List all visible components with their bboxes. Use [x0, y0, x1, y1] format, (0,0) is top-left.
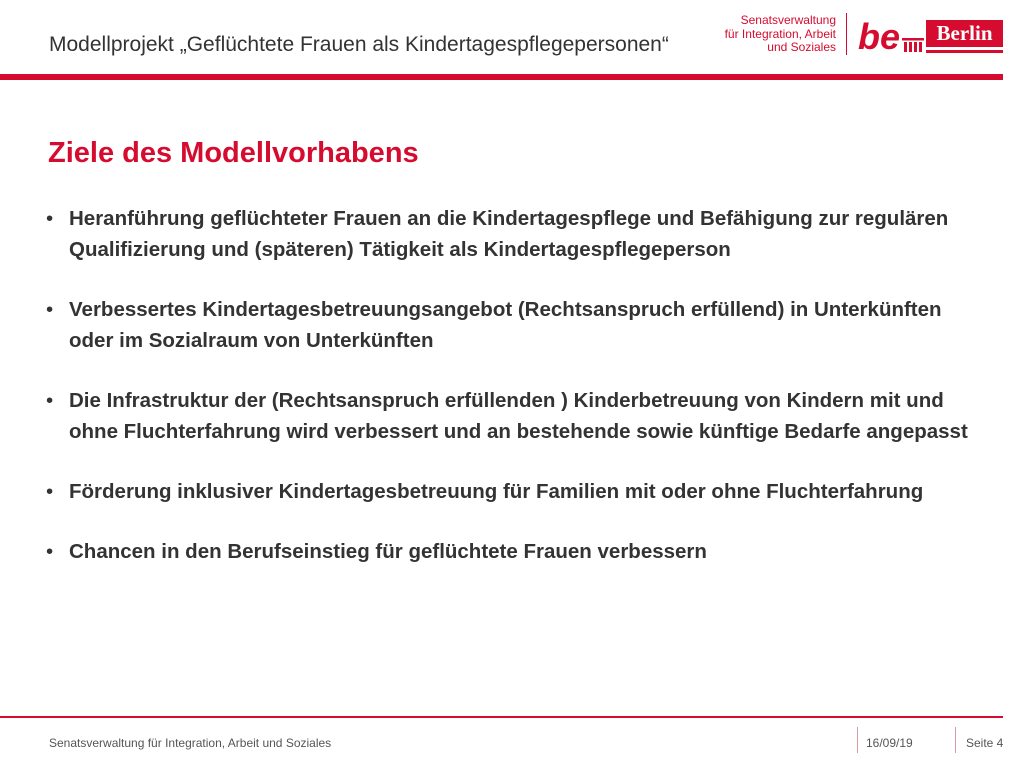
- senat-logo-line-1: Senatsverwaltung: [740, 13, 836, 27]
- bullet-dot-icon: •: [46, 540, 54, 563]
- bullet-item: [46, 385, 986, 447]
- bullet-item: [46, 536, 986, 567]
- bullet-dot-icon: •: [46, 207, 54, 230]
- header-divider: [0, 74, 1003, 80]
- footer-separator: [857, 727, 858, 753]
- footer-separator: [955, 727, 956, 753]
- senatsverwaltung-logo: [724, 14, 836, 55]
- logo-divider: [846, 13, 847, 55]
- footer-organization: Senatsverwaltung für Integration, Arbeit und Soziales: [49, 736, 332, 750]
- footer-divider: [0, 716, 1003, 718]
- bullet-dot-icon: •: [46, 298, 54, 321]
- bullet-text: Heranführung geflüchteter Frauen an die Kindertagespflege und Befähigung zur regulären Qualifizierung und (späteren) Tätigkeit als Kindertagespflegeperson: [69, 207, 949, 261]
- senat-logo-line-2: für Integration, Arbeit: [724, 26, 836, 41]
- footer-page-number: Seite 4: [966, 736, 1004, 750]
- svg-text:be: be: [858, 16, 901, 56]
- slide-heading: Ziele des Modellvorhabens: [48, 137, 419, 169]
- bullet-item: [46, 203, 986, 265]
- bullet-item: [46, 476, 986, 507]
- bullet-dot-icon: •: [46, 480, 54, 503]
- berlin-logo-box: Berlin: [926, 20, 1003, 47]
- bullet-text: Chancen in den Berufseinstieg für geflüchtete Frauen verbessern: [69, 540, 707, 563]
- bullet-text: Die Infrastruktur der (Rechtsanspruch erfüllenden ) Kinderbetreuung von Kindern mit und ohne Fluchterfahrung wird verbessert und an bestehende sowie künftige Bedarfe angepasst: [69, 389, 968, 443]
- bullet-dot-icon: •: [46, 389, 54, 412]
- footer-date: 16/09/19: [866, 736, 913, 750]
- bullet-text: Förderung inklusiver Kindertagesbetreuung für Familien mit oder ohne Fluchterfahrung: [69, 480, 924, 503]
- bullet-list: [46, 203, 986, 596]
- senat-logo-line-3: und Soziales: [767, 40, 836, 54]
- berlin-logo-underline: [926, 50, 1003, 53]
- header-title: Modellprojekt „Geflüchtete Frauen als Kindertagespflegepersonen“: [49, 33, 669, 56]
- bullet-item: [46, 294, 986, 356]
- bullet-text: Verbessertes Kindertagesbetreuungsangebot (Rechtsanspruch erfüllend) in Unterkünften oder im Sozialraum von Unterkünften: [69, 298, 942, 352]
